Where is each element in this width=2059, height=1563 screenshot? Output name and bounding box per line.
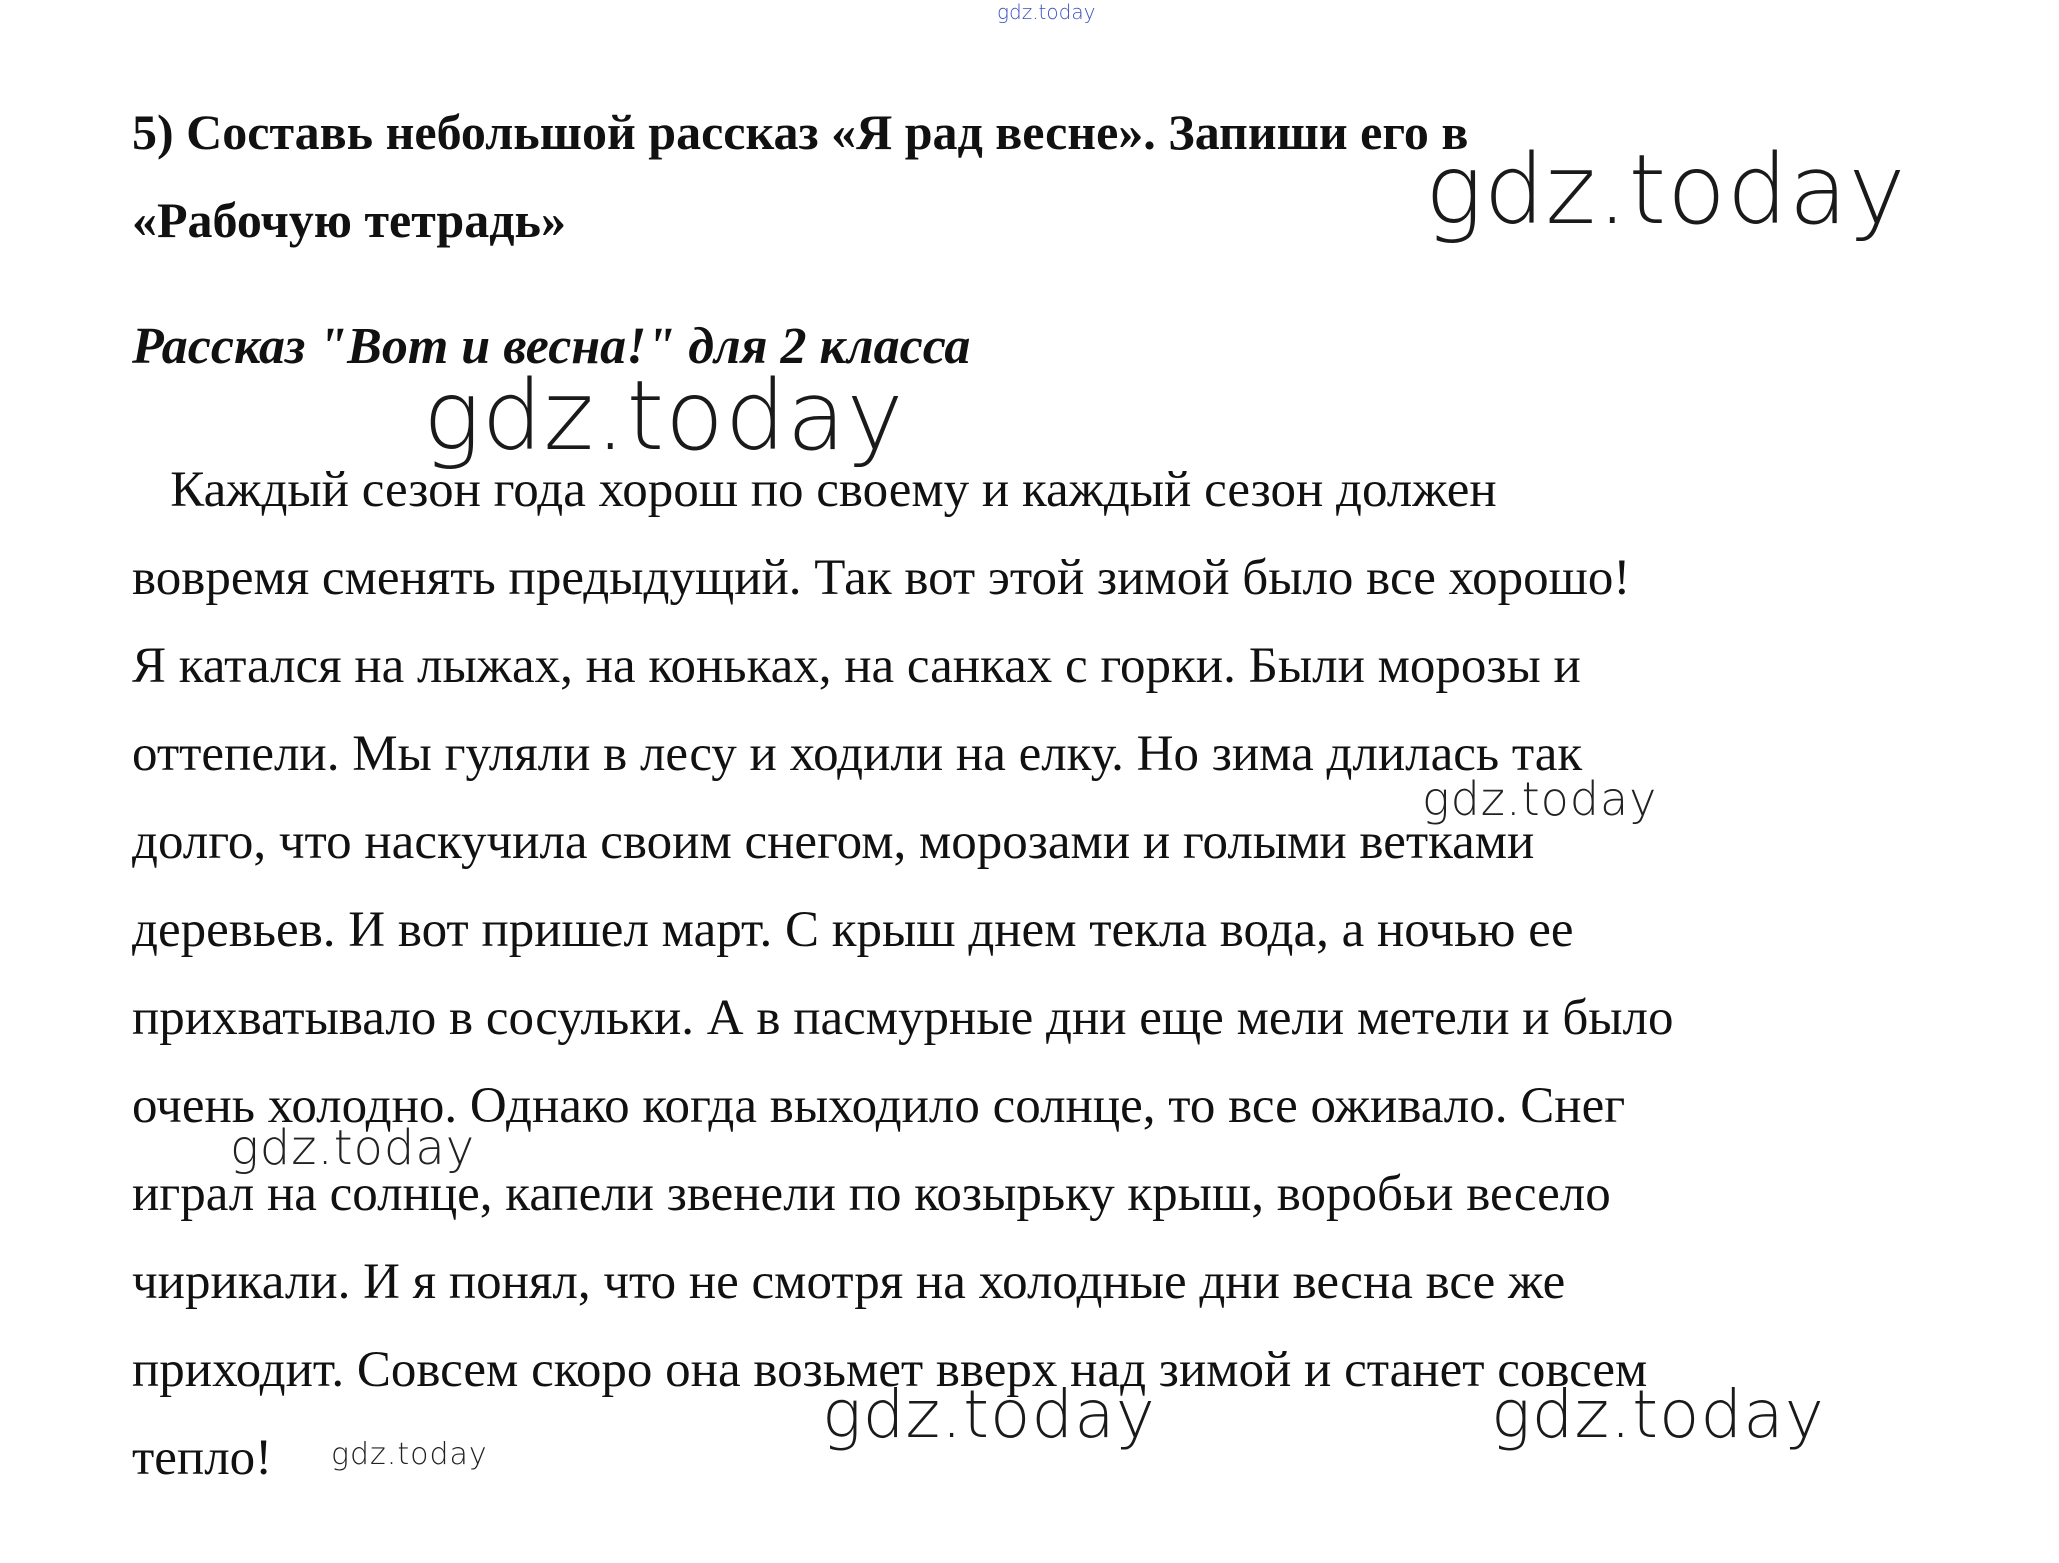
task-heading-line-2: «Рабочую тетрадь» — [132, 192, 566, 248]
watermark-large: gdz.today — [423, 360, 905, 472]
watermark-top: gdz.today — [997, 0, 1096, 24]
story-line: очень холодно. Однако когда выходило солнце, то все оживало. Снег — [132, 1078, 1626, 1134]
story-line: вовремя сменять предыдущий. Так вот этой зимой было все хорошо! — [132, 550, 1631, 606]
story-line: играл на солнце, капели звенели по козырьку крыш, воробьи весело — [132, 1166, 1611, 1222]
story-line: оттепели. Мы гуляли в лесу и ходили на елку. Но зима длилась так — [132, 726, 1583, 782]
story-line: Каждый сезон года хорош по своему и каждый сезон должен — [132, 462, 1497, 518]
task-heading-line-1: 5) Составь небольшой рассказ «Я рад весне». Запиши его в — [132, 104, 1469, 160]
story-body — [132, 446, 1932, 1502]
watermark-large: gdz.today — [822, 1376, 1156, 1453]
story-line: долго, что наскучила своим снегом, морозами и голыми ветками — [132, 814, 1535, 870]
story-title: Рассказ "Вот и весна!" для 2 класса — [132, 318, 971, 375]
story-line: деревьев. И вот пришел март. С крыш днем текла вода, а ночью ее — [132, 902, 1574, 958]
story-line: чирикали. И я понял, что не смотря на холодные дни весна все же — [132, 1254, 1566, 1310]
watermark-medium: gdz.today — [230, 1120, 476, 1176]
story-line: прихватывало в сосульки. А в пасмурные дни еще мели метели и было — [132, 990, 1674, 1046]
story-line: Я катался на лыжах, на коньках, на санках с горки. Были морозы и — [132, 638, 1581, 694]
watermark-small: gdz.today — [331, 1437, 488, 1472]
story-line: приходит. Совсем скоро она возьмет вверх над зимой и станет совсем — [132, 1342, 1648, 1398]
story-line: тепло! — [132, 1430, 273, 1486]
watermark-medium: gdz.today — [1422, 772, 1658, 826]
watermark-large: gdz.today — [1491, 1376, 1825, 1453]
watermark-large: gdz.today — [1425, 134, 1907, 246]
